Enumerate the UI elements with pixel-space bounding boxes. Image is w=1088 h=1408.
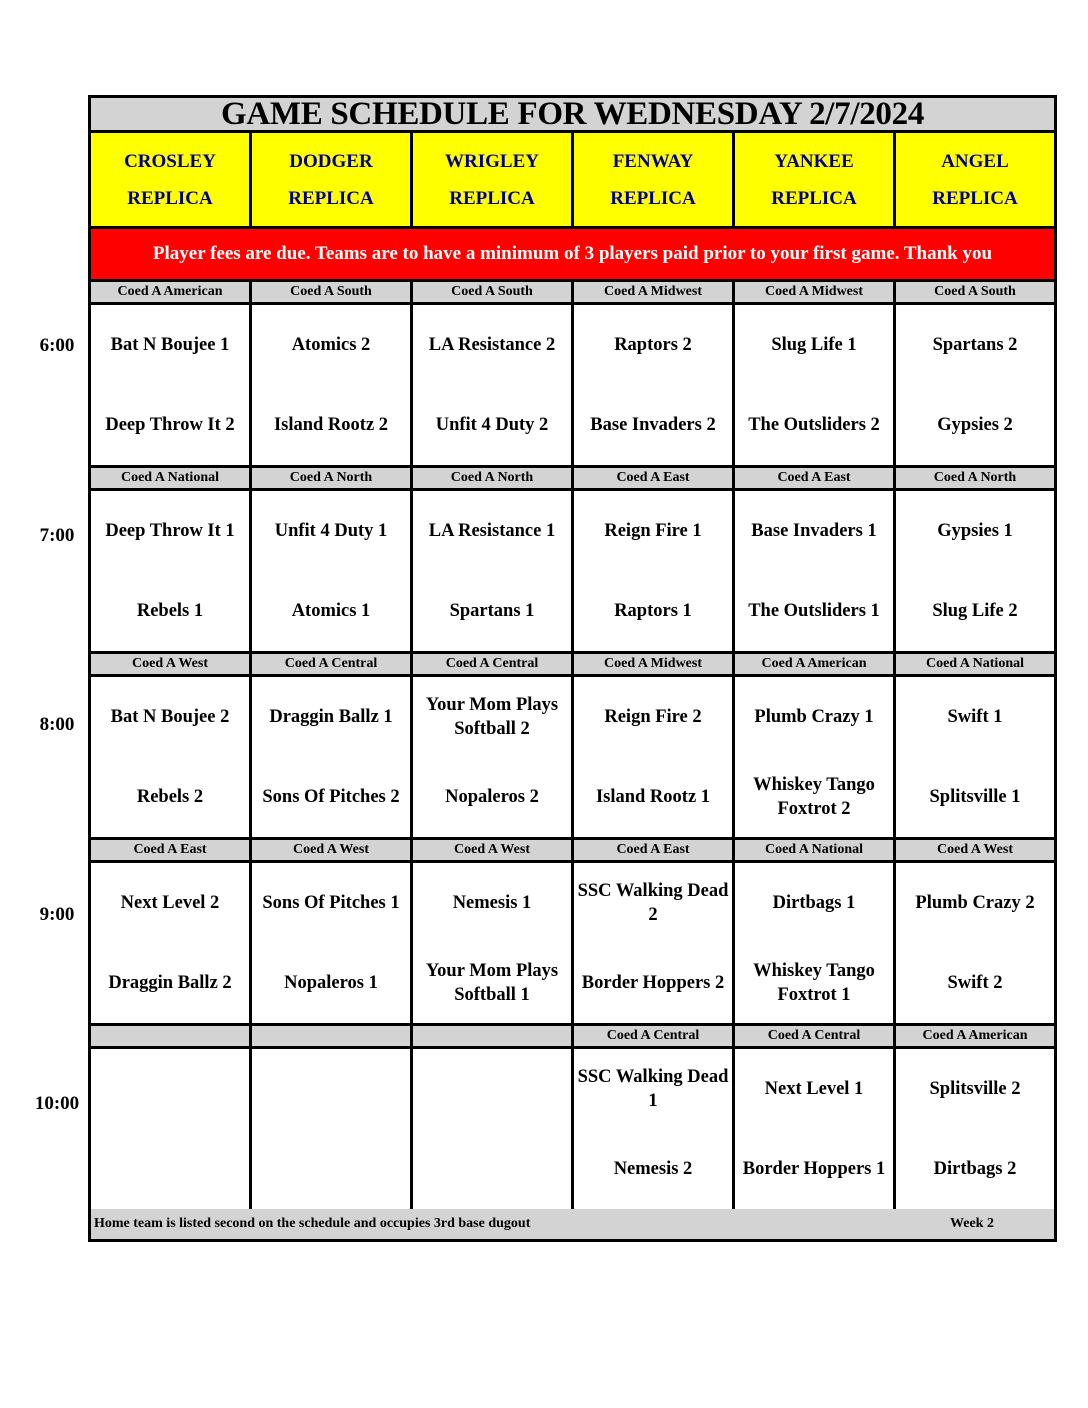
division-label: Coed A North — [413, 468, 571, 488]
field-sub: REPLICA — [449, 187, 535, 209]
time-slots — [91, 282, 1054, 1209]
game-cell — [735, 491, 893, 651]
division-label: Coed A National — [896, 654, 1054, 674]
home-team: Whiskey Tango Foxtrot 2 — [753, 775, 875, 819]
home-team: Deep Throw It 2 — [105, 415, 235, 435]
field-sub: REPLICA — [288, 187, 374, 209]
field-header-crosley — [91, 133, 249, 226]
game-cell — [91, 1049, 249, 1209]
away-team: Bat N Boujee 1 — [110, 335, 230, 355]
away-team: Your Mom Plays Softball 2 — [425, 695, 559, 739]
fee-notice-banner: Player fees are due. Teams are to have a minimum of 3 players paid prior to your first game. Thank you — [91, 229, 1054, 279]
field-header-dodger — [252, 133, 410, 226]
away-team: Reign Fire 2 — [604, 707, 702, 727]
game-cell — [252, 1049, 410, 1209]
field-sub: REPLICA — [610, 187, 696, 209]
home-team: Unfit 4 Duty 2 — [435, 415, 549, 435]
division-label: Coed A North — [252, 468, 410, 488]
game-cell — [735, 863, 893, 1023]
game-cell — [735, 305, 893, 465]
away-team: SSC Walking Dead 2 — [577, 881, 729, 925]
away-team: Splitsville 2 — [929, 1079, 1021, 1099]
home-team — [168, 1134, 172, 1204]
field-header-row — [91, 133, 1054, 226]
home-team: Nopaleros 2 — [445, 787, 539, 807]
division-label: Coed A National — [91, 468, 249, 488]
away-team: Atomics 2 — [291, 335, 371, 355]
away-team: Next Level 1 — [764, 1079, 864, 1099]
game-cell — [896, 491, 1054, 651]
home-team: Sons Of Pitches 2 — [262, 787, 400, 807]
home-team: Whiskey Tango Foxtrot 1 — [753, 961, 875, 1005]
game-cell — [252, 491, 410, 651]
division-row — [91, 468, 1054, 488]
game-cell — [574, 491, 732, 651]
division-label: Coed A Central — [735, 1026, 893, 1046]
division-row — [91, 654, 1054, 674]
division-label — [413, 1026, 571, 1046]
division-label: Coed A Midwest — [574, 654, 732, 674]
home-team: Your Mom Plays Softball 1 — [425, 961, 559, 1005]
division-row — [91, 840, 1054, 860]
home-team: Rebels 1 — [136, 601, 204, 621]
schedule-footer — [91, 1209, 1054, 1239]
home-team: Atomics 1 — [291, 601, 371, 621]
game-cell — [413, 491, 571, 651]
game-cell — [91, 677, 249, 837]
division-label: Coed A South — [252, 282, 410, 302]
game-cell — [413, 863, 571, 1023]
field-header-fenway — [574, 133, 732, 226]
time-label: 10:00 — [34, 1093, 80, 1114]
game-cell — [896, 305, 1054, 465]
away-team: Dirtbags 1 — [772, 893, 856, 913]
home-team: Rebels 2 — [136, 787, 204, 807]
game-cell — [735, 1049, 893, 1209]
division-label — [91, 1026, 249, 1046]
away-team: Plumb Crazy 1 — [754, 707, 874, 727]
away-team: Bat N Boujee 2 — [110, 707, 230, 727]
game-cell — [91, 491, 249, 651]
field-name: CROSLEY — [124, 150, 216, 172]
schedule-title: GAME SCHEDULE FOR WEDNESDAY 2/7/2024 — [91, 98, 1054, 130]
week-label: Week 2 — [950, 1216, 994, 1231]
home-team: The Outsliders 1 — [748, 601, 880, 621]
home-team: Base Invaders 2 — [590, 415, 716, 435]
home-team — [329, 1134, 333, 1204]
division-label: Coed A East — [574, 840, 732, 860]
game-cell — [574, 863, 732, 1023]
away-team: Next Level 2 — [120, 893, 220, 913]
home-team: Border Hoppers 2 — [581, 973, 725, 993]
away-team: Unfit 4 Duty 1 — [274, 521, 388, 541]
time-label: 8:00 — [39, 714, 75, 735]
away-team: Gypsies 1 — [937, 521, 1013, 541]
home-team — [490, 1134, 494, 1204]
home-team: Draggin Ballz 2 — [108, 973, 232, 993]
division-label: Coed A Central — [252, 654, 410, 674]
game-cell — [91, 863, 249, 1023]
time-label: 6:00 — [39, 335, 75, 356]
field-sub: REPLICA — [771, 187, 857, 209]
division-label: Coed A East — [91, 840, 249, 860]
home-team: Splitsville 1 — [929, 787, 1021, 807]
home-team: Raptors 1 — [614, 601, 692, 621]
home-team: Island Rootz 1 — [595, 787, 711, 807]
time-label: 7:00 — [39, 524, 75, 546]
division-label: Coed A American — [91, 282, 249, 302]
division-row — [91, 282, 1054, 302]
division-label: Coed A American — [896, 1026, 1054, 1046]
away-team: SSC Walking Dead 1 — [577, 1067, 729, 1111]
home-team: Slug Life 2 — [932, 601, 1018, 621]
field-name: YANKEE — [774, 150, 854, 172]
field-name: ANGEL — [941, 150, 1009, 172]
division-label: Coed A American — [735, 654, 893, 674]
home-team: Swift 2 — [947, 973, 1003, 993]
home-team: Gypsies 2 — [937, 415, 1013, 435]
division-label: Coed A Central — [413, 654, 571, 674]
home-team-note: Home team is listed second on the schedule and occupies 3rd base dugout — [94, 1216, 531, 1231]
game-cell — [413, 677, 571, 837]
game-row — [91, 1049, 1054, 1209]
field-header-yankee — [735, 133, 893, 226]
game-cell — [574, 305, 732, 465]
away-team: Spartans 2 — [932, 335, 1018, 355]
game-row — [91, 491, 1054, 651]
division-label: Coed A South — [413, 282, 571, 302]
game-cell — [413, 305, 571, 465]
game-cell — [896, 1049, 1054, 1209]
away-team: Plumb Crazy 2 — [915, 893, 1035, 913]
away-team: Slug Life 1 — [771, 335, 857, 355]
away-team: Base Invaders 1 — [751, 521, 877, 541]
home-team: Island Rootz 2 — [273, 415, 389, 435]
division-label: Coed A Midwest — [735, 282, 893, 302]
away-team: Reign Fire 1 — [604, 521, 702, 541]
home-team: Nemesis 2 — [613, 1159, 693, 1179]
division-label: Coed A North — [896, 468, 1054, 488]
division-label — [252, 1026, 410, 1046]
division-row — [91, 1026, 1054, 1046]
division-label: Coed A West — [91, 654, 249, 674]
game-row — [91, 863, 1054, 1023]
game-cell — [574, 1049, 732, 1209]
home-team: Nopaleros 1 — [284, 973, 378, 993]
game-cell — [574, 677, 732, 837]
game-row — [91, 677, 1054, 837]
division-label: Coed A East — [574, 468, 732, 488]
game-cell — [896, 863, 1054, 1023]
home-team: Spartans 1 — [449, 601, 535, 621]
away-team: LA Resistance 1 — [428, 521, 556, 541]
game-cell — [91, 305, 249, 465]
game-row — [91, 305, 1054, 465]
division-label: Coed A Midwest — [574, 282, 732, 302]
division-label: Coed A West — [252, 840, 410, 860]
home-team: Border Hoppers 1 — [742, 1159, 886, 1179]
field-name: DODGER — [289, 150, 373, 172]
game-cell — [896, 677, 1054, 837]
away-team: Swift 1 — [947, 707, 1003, 727]
game-cell — [735, 677, 893, 837]
away-team — [490, 1054, 494, 1124]
home-team: Dirtbags 2 — [933, 1159, 1017, 1179]
field-header-wrigley — [413, 133, 571, 226]
away-team: Raptors 2 — [614, 335, 692, 355]
division-label: Coed A West — [896, 840, 1054, 860]
field-sub: REPLICA — [127, 187, 213, 209]
away-team: Nemesis 1 — [452, 893, 532, 913]
game-cell — [252, 305, 410, 465]
schedule-sheet — [88, 95, 1057, 1242]
away-team — [329, 1054, 333, 1124]
division-label: Coed A South — [896, 282, 1054, 302]
game-cell — [252, 863, 410, 1023]
game-cell — [413, 1049, 571, 1209]
division-label: Coed A National — [735, 840, 893, 860]
home-team: The Outsliders 2 — [748, 415, 880, 435]
time-label: 9:00 — [39, 903, 75, 925]
field-name: FENWAY — [612, 150, 694, 172]
division-label: Coed A Central — [574, 1026, 732, 1046]
away-team: Draggin Ballz 1 — [269, 707, 393, 727]
away-team: LA Resistance 2 — [428, 335, 556, 355]
field-header-angel — [896, 133, 1054, 226]
away-team: Sons Of Pitches 1 — [262, 893, 400, 913]
division-label: Coed A West — [413, 840, 571, 860]
field-name: WRIGLEY — [445, 150, 539, 172]
away-team — [168, 1054, 172, 1124]
game-cell — [252, 677, 410, 837]
away-team: Deep Throw It 1 — [105, 521, 235, 541]
division-label: Coed A East — [735, 468, 893, 488]
field-sub: REPLICA — [932, 187, 1018, 209]
